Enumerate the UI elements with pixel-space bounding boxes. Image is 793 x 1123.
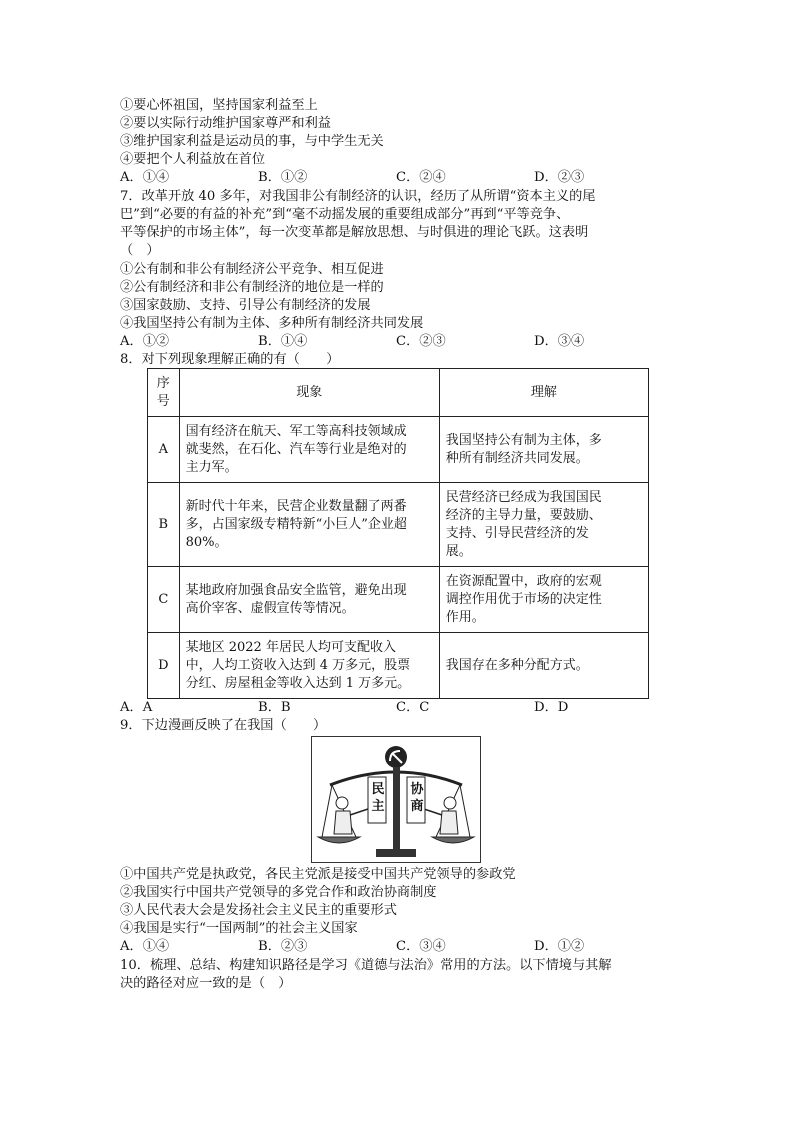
right-board-label: 协商 <box>410 782 424 814</box>
row-understanding: 在资源配置中，政府的宏观 调控作用优于市场的决定性 作用。 <box>439 567 648 633</box>
q9-item-3: ③人民代表大会是发扬社会主义民主的重要形式 <box>120 903 397 918</box>
balance-scale-illustration <box>312 737 480 862</box>
q9-item-4: ④我国是实行“一国两制”的社会主义国家 <box>120 921 358 936</box>
q7-item-4: ④我国坚持公有制为主体、多种所有制经济共同发展 <box>120 316 424 331</box>
right-pan <box>432 837 474 843</box>
q6-option-d[interactable]: D．②③ <box>534 170 585 185</box>
q6-item-2: ②要以实际行动维护国家尊严和利益 <box>120 116 331 131</box>
q6-item-4: ④要把个人利益放在首位 <box>120 152 266 167</box>
q8-options <box>120 699 680 717</box>
q9-item-2: ②我国实行中国共产党领导的多党合作和政治协商制度 <box>120 885 437 900</box>
q8-table <box>147 368 649 699</box>
row-phenomenon: 新时代十年来，民营企业数量翻了两番 多，占国家级专精特新“小巨人”企业超 80%。 <box>179 483 439 567</box>
scale-base <box>376 849 416 857</box>
table-row <box>148 417 649 483</box>
q7-stem-line-2: 巴”到“必要的有益的补充”到“毫不动摇发展的重要组成部分”再到“平等竞争、 <box>120 207 570 222</box>
left-board-label: 民主 <box>371 782 385 814</box>
q8-stem: 8．对下列现象理解正确的有（ ） <box>120 352 340 367</box>
q8-option-c[interactable]: C．C <box>396 700 430 715</box>
header-number <box>148 369 180 417</box>
q7-item-1: ①公有制和非公有制经济公平竞争、相互促进 <box>120 262 384 277</box>
header-understanding: 理解 <box>439 369 648 417</box>
q7-options <box>120 333 680 351</box>
row-phenomenon: 某地区 2022 年居民人均可支配收入 中，人均工资收入达到 4 万多元，股票 分红、房屋租金等收入达到 1 万多元。 <box>179 633 439 699</box>
q8-option-a[interactable]: A．A <box>120 700 153 715</box>
header-phenomenon: 现象 <box>179 369 439 417</box>
q7-option-d[interactable]: D．③④ <box>534 334 585 349</box>
table-row <box>148 567 649 633</box>
header-number-text: 序 号 <box>156 375 170 409</box>
table-row <box>148 483 649 567</box>
q7-option-c[interactable]: C．②③ <box>396 334 446 349</box>
table-row <box>148 633 649 699</box>
row-id: B <box>148 483 180 567</box>
q6-option-a[interactable]: A．①④ <box>120 170 170 185</box>
table-header-row <box>148 369 649 417</box>
q6-options <box>120 169 680 187</box>
q6-option-b[interactable]: B．①② <box>258 170 308 185</box>
row-understanding: 民营经济已经成为我国国民 经济的主导力量，要鼓励、 支持、引导民营经济的发 展。 <box>439 483 648 567</box>
q9-option-a[interactable]: A．①④ <box>120 939 170 954</box>
q7-item-2: ②公有制经济和非公有制经济的地位是一样的 <box>120 280 384 295</box>
row-understanding: 我国坚持公有制为主体，多 种所有制经济共同发展。 <box>439 417 648 483</box>
q9-stem: 9．下边漫画反映了在我国（ ） <box>120 718 327 733</box>
q6-item-1: ①要心怀祖国，坚持国家利益至上 <box>120 98 318 113</box>
q7-stem-line-3: 平等保护的市场主体”，每一次变革都是解放思想、与时俱进的理论飞跃。这表明 <box>120 225 589 240</box>
q10-stem-line-2: 决的路径对应一致的是（ ） <box>120 976 292 991</box>
q9-option-d[interactable]: D．①② <box>534 939 585 954</box>
q9-options <box>120 938 680 956</box>
q7-item-3: ③国家鼓励、支持、引导公有制经济的发展 <box>120 298 371 313</box>
q6-option-c[interactable]: C．②④ <box>396 170 446 185</box>
q7-option-b[interactable]: B．①④ <box>258 334 308 349</box>
q8-option-d[interactable]: D．D <box>534 700 569 715</box>
right-figure <box>424 797 458 834</box>
row-phenomenon: 某地政府加强食品安全监管，避免出现 高价宰客、虚假宣传等情况。 <box>179 567 439 633</box>
left-pan <box>318 837 360 843</box>
row-id: C <box>148 567 180 633</box>
left-figure <box>334 797 368 834</box>
q9-option-c[interactable]: C．③④ <box>396 939 446 954</box>
q7-stem-line-4: （ ） <box>120 243 160 258</box>
balance-scale-cartoon <box>311 736 481 863</box>
row-id: D <box>148 633 180 699</box>
q7-stem-line-1: 7．改革开放 40 多年，对我国非公有制经济的认识，经历了从所谓“资本主义的尾 <box>120 189 596 204</box>
q7-option-a[interactable]: A．①② <box>120 334 170 349</box>
q8-option-b[interactable]: B．B <box>258 700 291 715</box>
q10-stem-line-1: 10．梳理、总结、构建知识路径是学习《道德与法治》常用的方法。以下情境与其解 <box>120 958 612 973</box>
q9-item-1: ①中国共产党是执政党，各民主党派是接受中国共产党领导的参政党 <box>120 867 516 882</box>
scale-pole <box>393 767 400 849</box>
party-emblem-icon <box>385 746 407 768</box>
q6-item-3: ③维护国家利益是运动员的事，与中学生无关 <box>120 134 384 149</box>
row-id: A <box>148 417 180 483</box>
q9-option-b[interactable]: B．②③ <box>258 939 308 954</box>
row-phenomenon: 国有经济在航天、军工等高科技领域成 就斐然，在石化、汽车等行业是绝对的 主力军。 <box>179 417 439 483</box>
row-understanding: 我国存在多种分配方式。 <box>439 633 648 699</box>
